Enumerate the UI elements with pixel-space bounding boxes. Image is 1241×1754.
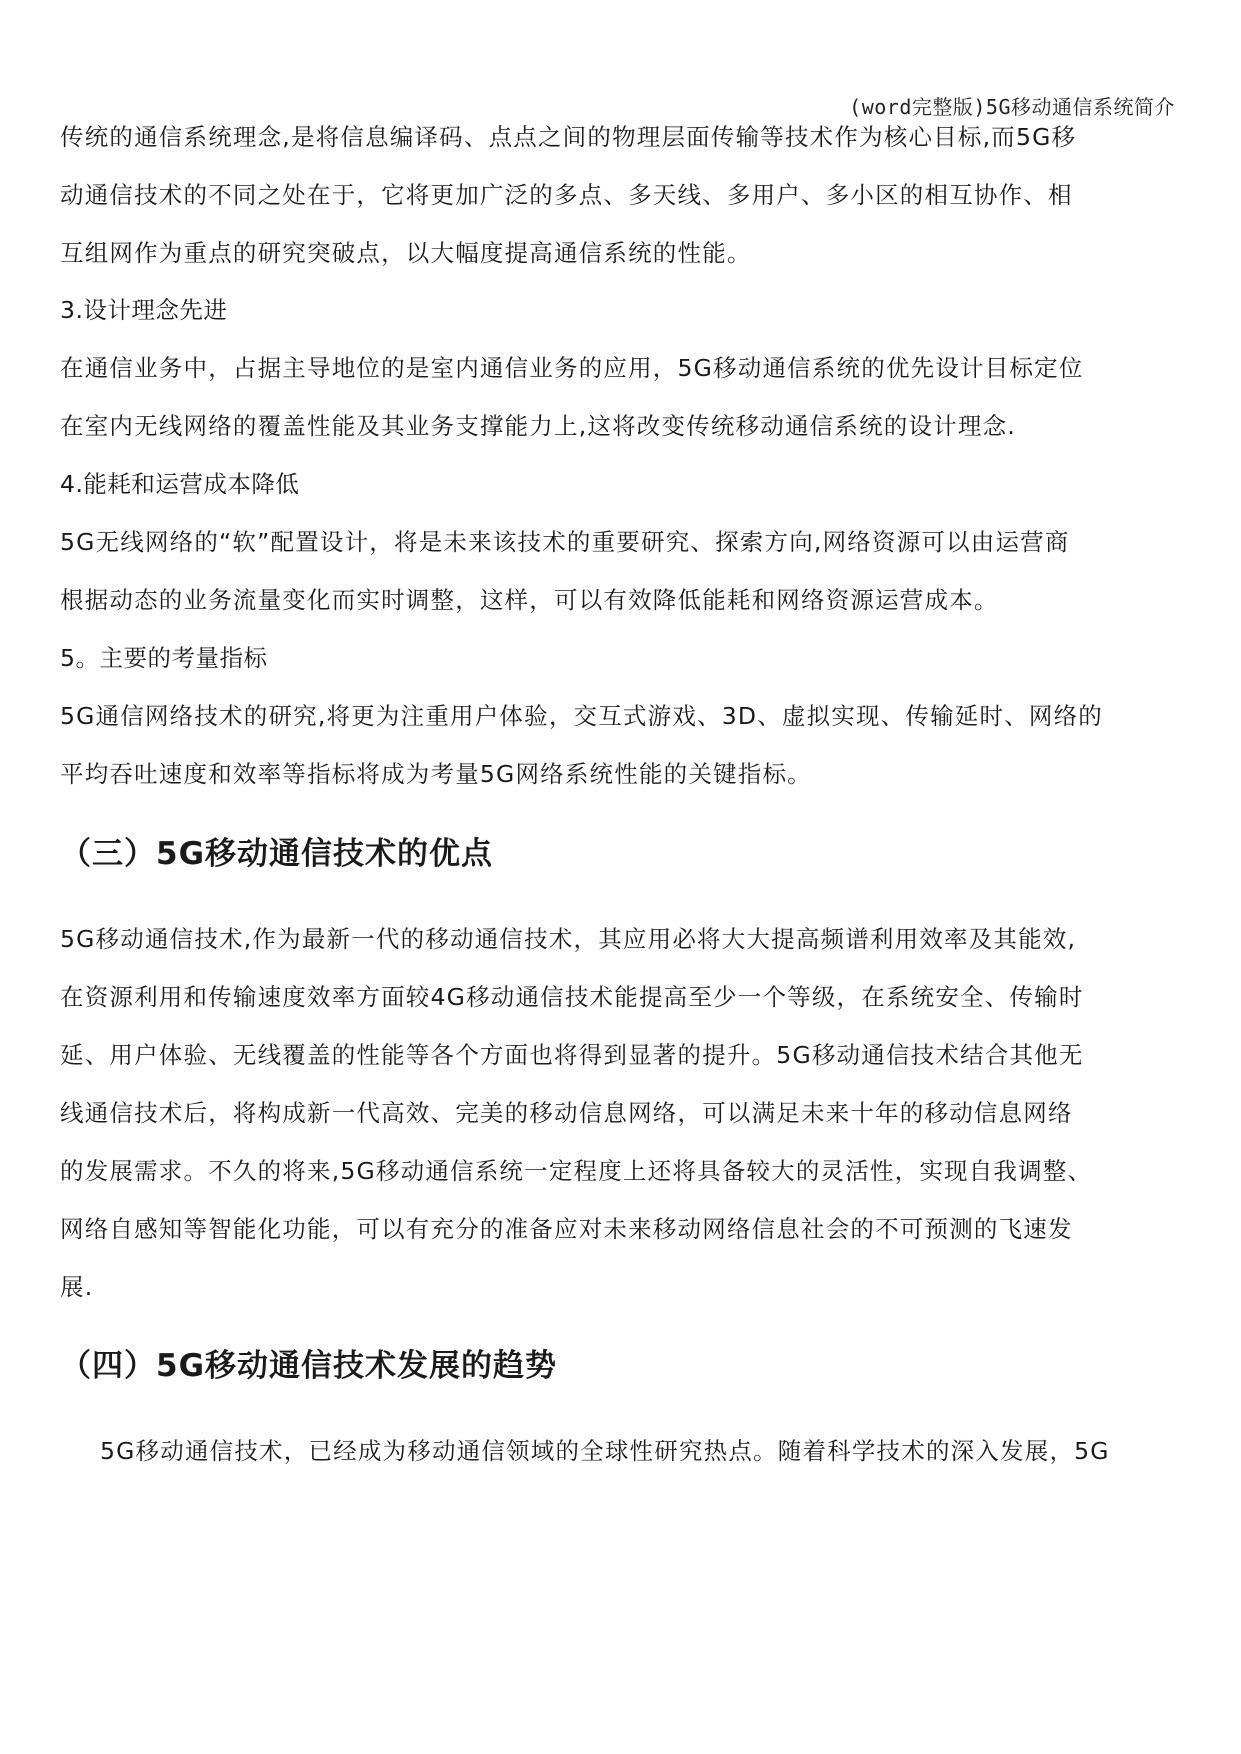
section-heading: （四）5G移动通信技术发展的趋势: [60, 1348, 558, 1384]
paragraph-line: 根据动态的业务流量变化而实时调整，这样，可以有效降低能耗和网络资源运营成本。: [60, 586, 999, 614]
paragraph-line: 5G移动通信技术,作为最新一代的移动通信技术，其应用必将大大提高频谱利用效率及其能效,: [60, 925, 1077, 953]
page-header: (word完整版)5G移动通信系统简介: [849, 95, 1175, 119]
paragraph-line: 5G通信网络技术的研究,将更为注重用户体验，交互式游戏、3D、虚拟实现、传输延时、网络的: [60, 702, 1103, 730]
paragraph-line: 展.: [60, 1273, 94, 1301]
section-heading: （三）5G移动通信技术的优点: [60, 836, 494, 872]
paragraph-line: 线通信技术后，将构成新一代高效、完美的移动信息网络，可以满足未来十年的移动信息网络: [60, 1099, 1073, 1127]
paragraph-line: 延、用户体验、无线覆盖的性能等各个方面也将得到显著的提升。5G移动通信技术结合其他无: [60, 1041, 1084, 1069]
paragraph-line: 互组网作为重点的研究突破点，以大幅度提高通信系统的性能。: [60, 239, 752, 267]
paragraph-line: 网络自感知等智能化功能，可以有充分的准备应对未来移动网络信息社会的不可预测的飞速发: [60, 1215, 1073, 1243]
paragraph-line: 在室内无线网络的覆盖性能及其业务支撑能力上,这将改变传统移动通信系统的设计理念.: [60, 412, 1016, 440]
paragraph-line: 动通信技术的不同之处在于，它将更加广泛的多点、多天线、多用户、多小区的相互协作、相: [60, 181, 1073, 209]
item-title: 5。主要的考量指标: [60, 644, 268, 672]
item-title: 3.设计理念先进: [60, 296, 228, 324]
paragraph-line: 传统的通信系统理念,是将信息编译码、点点之间的物理层面传输等技术作为核心目标,而5G移: [60, 123, 1077, 151]
paragraph-line: 5G无线网络的“软”配置设计，将是未来该技术的重要研究、探索方向,网络资源可以由运营商: [60, 528, 1070, 556]
item-title: 4.能耗和运营成本降低: [60, 470, 300, 498]
paragraph-line: 平均吞吐速度和效率等指标将成为考量5G网络系统性能的关键指标。: [60, 760, 812, 788]
paragraph-line: 在资源利用和传输速度效率方面较4G移动通信技术能提高至少一个等级，在系统安全、传输时: [60, 983, 1084, 1011]
paragraph-line: 在通信业务中，占据主导地位的是室内通信业务的应用，5G移动通信系统的优先设计目标定位: [60, 354, 1084, 382]
paragraph-line: 5G移动通信技术，已经成为移动通信领域的全球性研究热点。随着科学技术的深入发展，5G: [100, 1437, 1110, 1465]
paragraph-line: 的发展需求。不久的将来,5G移动通信系统一定程度上还将具备较大的灵活性，实现自我调整、: [60, 1157, 1093, 1185]
